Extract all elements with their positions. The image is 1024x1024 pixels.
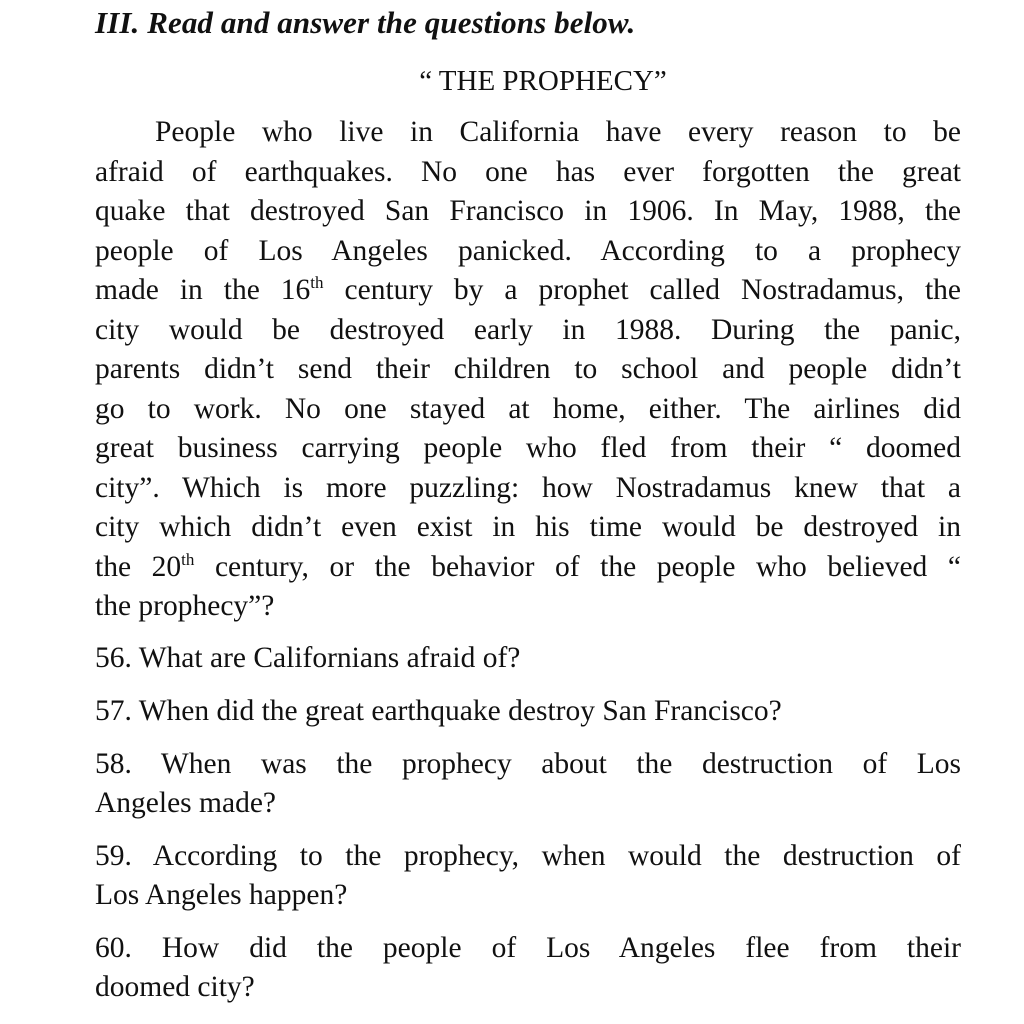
question-line: 57. When did the great earthquake destroy San Francisco? (95, 694, 782, 727)
question-line: Angeles made? (95, 786, 277, 819)
ordinal-suffix: th (181, 549, 195, 569)
passage-line: go to work. No one stayed at home, either. The airlines did (95, 392, 961, 425)
question-list (95, 639, 961, 1007)
question-line: Los Angeles happen? (95, 878, 348, 911)
question-line: 60. How did the people of Los Angeles flee from their (95, 931, 961, 964)
question-line: 59. According to the prophecy, when would the destruction of (95, 839, 961, 872)
passage-line: parents didn’t send their children to school and people didn’t (95, 353, 961, 385)
passage-line: the prophecy”? (95, 590, 275, 622)
passage-line: city would be destroyed early in 1988. During the panic, (95, 313, 961, 346)
passage-line: great business carrying people who fled from their “ doomed (95, 432, 961, 464)
question-line: doomed city? (95, 970, 255, 1003)
question-line: 56. What are Californians afraid of? (95, 641, 521, 674)
question-57 (95, 692, 961, 731)
question-56 (95, 639, 961, 678)
question-60 (95, 929, 961, 1007)
passage-line: the 20th century, or the behavior of the people who believed “ (95, 549, 961, 583)
question-line: 58. When was the prophecy about the destruction of Los (95, 747, 961, 780)
passage-title: “ THE PROPHECY” (419, 65, 667, 97)
ordinal-suffix: th (310, 273, 324, 292)
passage-line: made in the 16th century by a prophet called Nostradamus, the (95, 273, 962, 306)
reading-passage (95, 113, 961, 627)
passage-line: afraid of earthquakes. No one has ever forgotten the great (95, 155, 961, 188)
question-59 (95, 837, 961, 915)
passage-line: city which didn’t even exist in his time would be destroyed in (95, 511, 961, 543)
passage-line: People who live in California have every reason to be (155, 116, 961, 148)
question-58 (95, 745, 961, 823)
passage-line: quake that destroyed San Francisco in 1906. In May, 1988, the (95, 195, 961, 227)
section-heading: III. Read and answer the questions below. (95, 5, 636, 40)
passage-line: city”. Which is more puzzling: how Nostradamus knew that a (95, 471, 961, 504)
passage-line: people of Los Angeles panicked. According to a prophecy (95, 234, 961, 267)
worksheet-page (95, 0, 961, 1021)
